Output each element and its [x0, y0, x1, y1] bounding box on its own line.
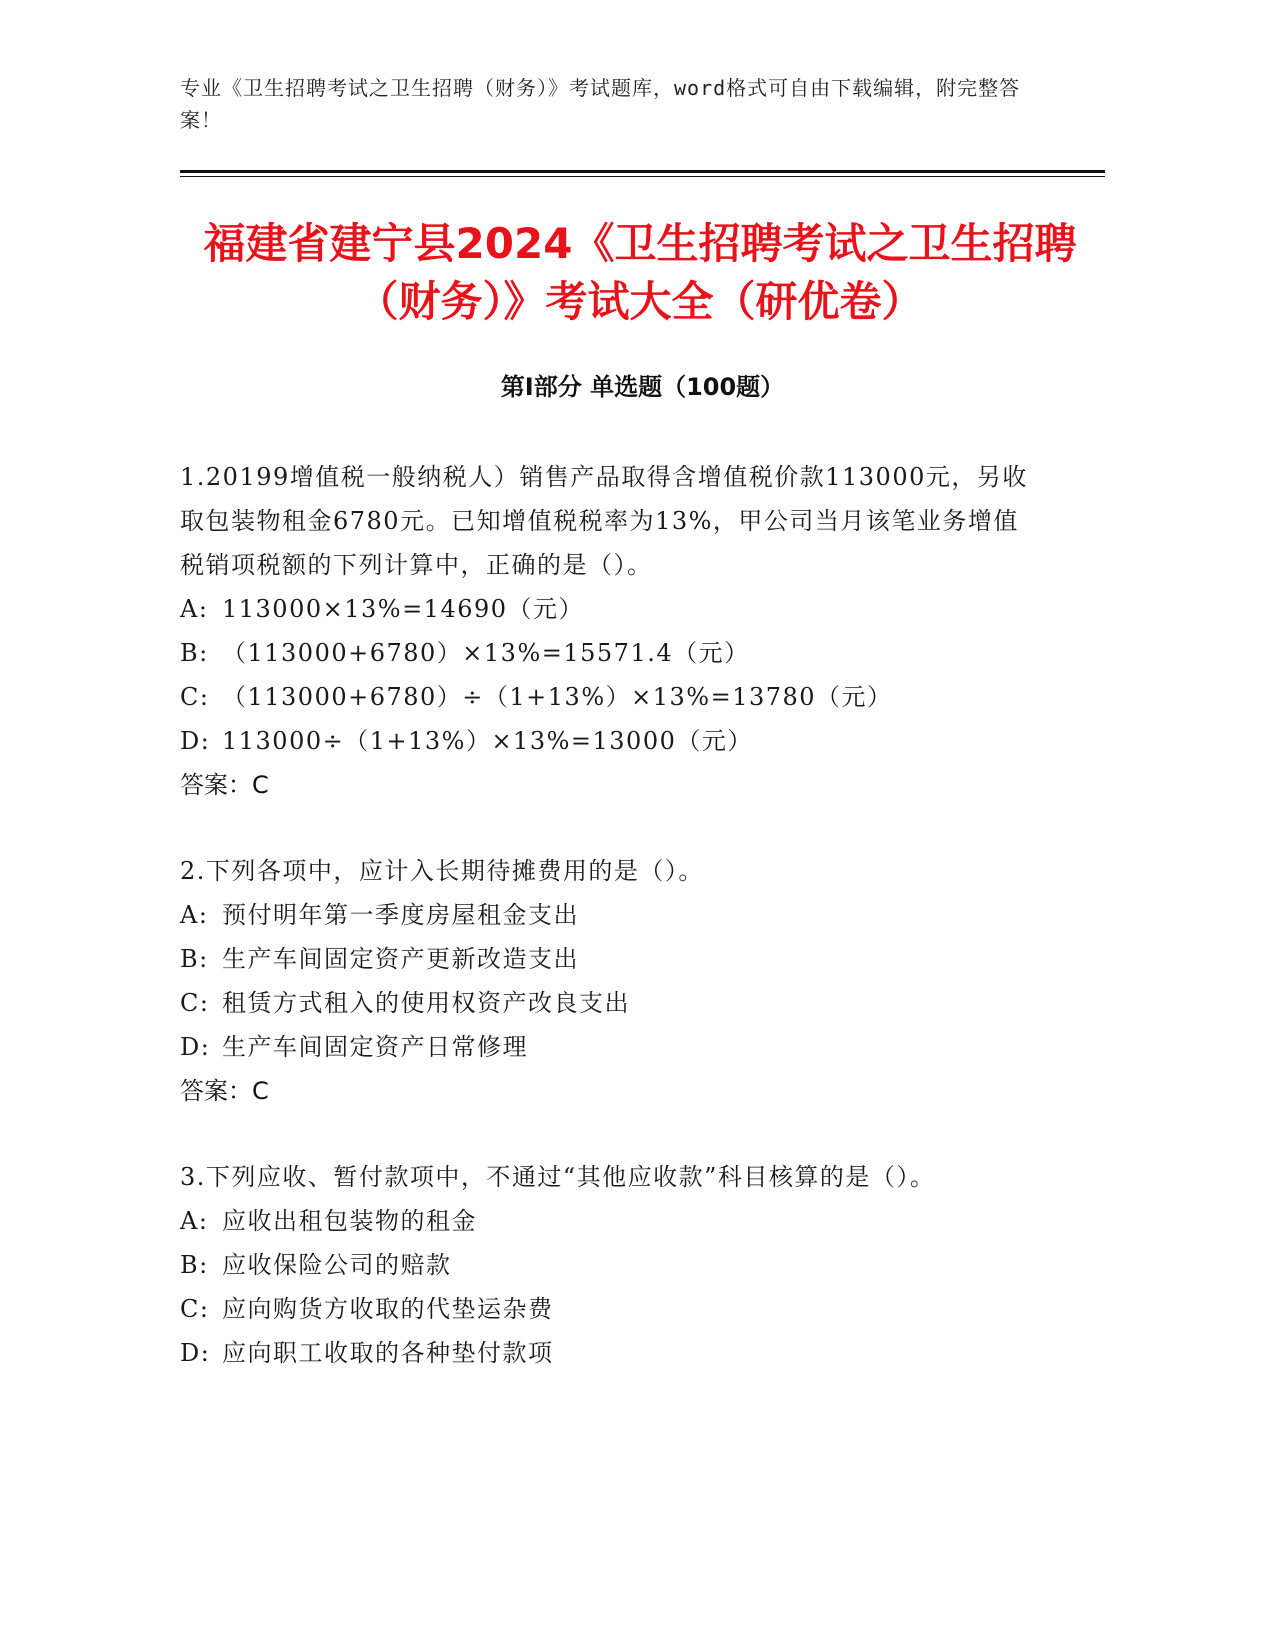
section-title: 第Ⅰ部分 单选题（100题）: [500, 373, 785, 401]
option-letter: B:: [180, 639, 209, 667]
option-d: [180, 1025, 1040, 1069]
option-letter: C:: [180, 1295, 210, 1323]
document-title: 福建省建宁县2024《卫生招聘考试之卫生招聘（财务）》考试大全（研优卷）: [203, 219, 1077, 326]
answer-line: 答案：C: [180, 771, 269, 799]
option-letter: D:: [180, 727, 211, 755]
option-text: 应向职工收取的各种垫付款项: [222, 1339, 554, 1367]
question-stem: 2.下列各项中，应计入长期待摊费用的是（）。: [180, 857, 704, 885]
option-text: 应收出租包装物的租金: [222, 1207, 477, 1235]
option-a: [180, 587, 1040, 631]
question-3: [180, 1155, 1040, 1375]
header-divider-thin: [180, 176, 1105, 177]
option-b: [180, 631, 1040, 675]
header-divider-thick: [180, 170, 1105, 173]
option-text: 生产车间固定资产日常修理: [222, 1033, 528, 1061]
option-letter: A:: [180, 1207, 209, 1235]
option-a: [180, 1199, 1040, 1243]
option-text: 应收保险公司的赔款: [222, 1251, 452, 1279]
question-1: [180, 455, 1040, 807]
option-text: 113000÷（1+13%）×13%=13000（元）: [222, 727, 753, 755]
option-b: [180, 937, 1040, 981]
option-letter: C:: [180, 989, 210, 1017]
option-letter: B:: [180, 945, 209, 973]
option-c: [180, 1287, 1040, 1331]
option-text: 租赁方式租入的使用权资产改良支出: [222, 989, 630, 1017]
option-d: [180, 719, 1040, 763]
option-letter: D:: [180, 1033, 211, 1061]
option-letter: B:: [180, 1251, 209, 1279]
option-letter: A:: [180, 901, 209, 929]
question-stem: 1.20199增值税一般纳税人）销售产品取得含增值税价款113000元，另收取包装物租金6780元。已知增值税税率为13%，甲公司当月该笔业务增值税销项税额的下列计算中，正确的是（）。: [180, 463, 1028, 579]
answer-line: 答案：C: [180, 1077, 269, 1105]
question-stem: 3.下列应收、暂付款项中，不通过“其他应收款”科目核算的是（）。: [180, 1163, 936, 1191]
question-list: [180, 455, 1040, 1417]
option-letter: D:: [180, 1339, 211, 1367]
option-text: 生产车间固定资产更新改造支出: [222, 945, 579, 973]
header-note: 专业《卫生招聘考试之卫生招聘（财务）》考试题库，word格式可自由下载编辑，附完整答案！: [180, 76, 1021, 132]
option-d: [180, 1331, 1040, 1375]
option-c: [180, 675, 1040, 719]
option-a: [180, 893, 1040, 937]
option-text: 113000×13%=14690（元）: [222, 595, 585, 623]
option-text: （113000+6780）×13%=15571.4（元）: [222, 639, 750, 667]
option-text: 预付明年第一季度房屋租金支出: [222, 901, 579, 929]
option-letter: A:: [180, 595, 209, 623]
option-b: [180, 1243, 1040, 1287]
option-text: （113000+6780）÷（1+13%）×13%=13780（元）: [222, 683, 893, 711]
option-text: 应向购货方收取的代垫运杂费: [222, 1295, 554, 1323]
question-2: [180, 849, 1040, 1113]
option-c: [180, 981, 1040, 1025]
option-letter: C:: [180, 683, 210, 711]
